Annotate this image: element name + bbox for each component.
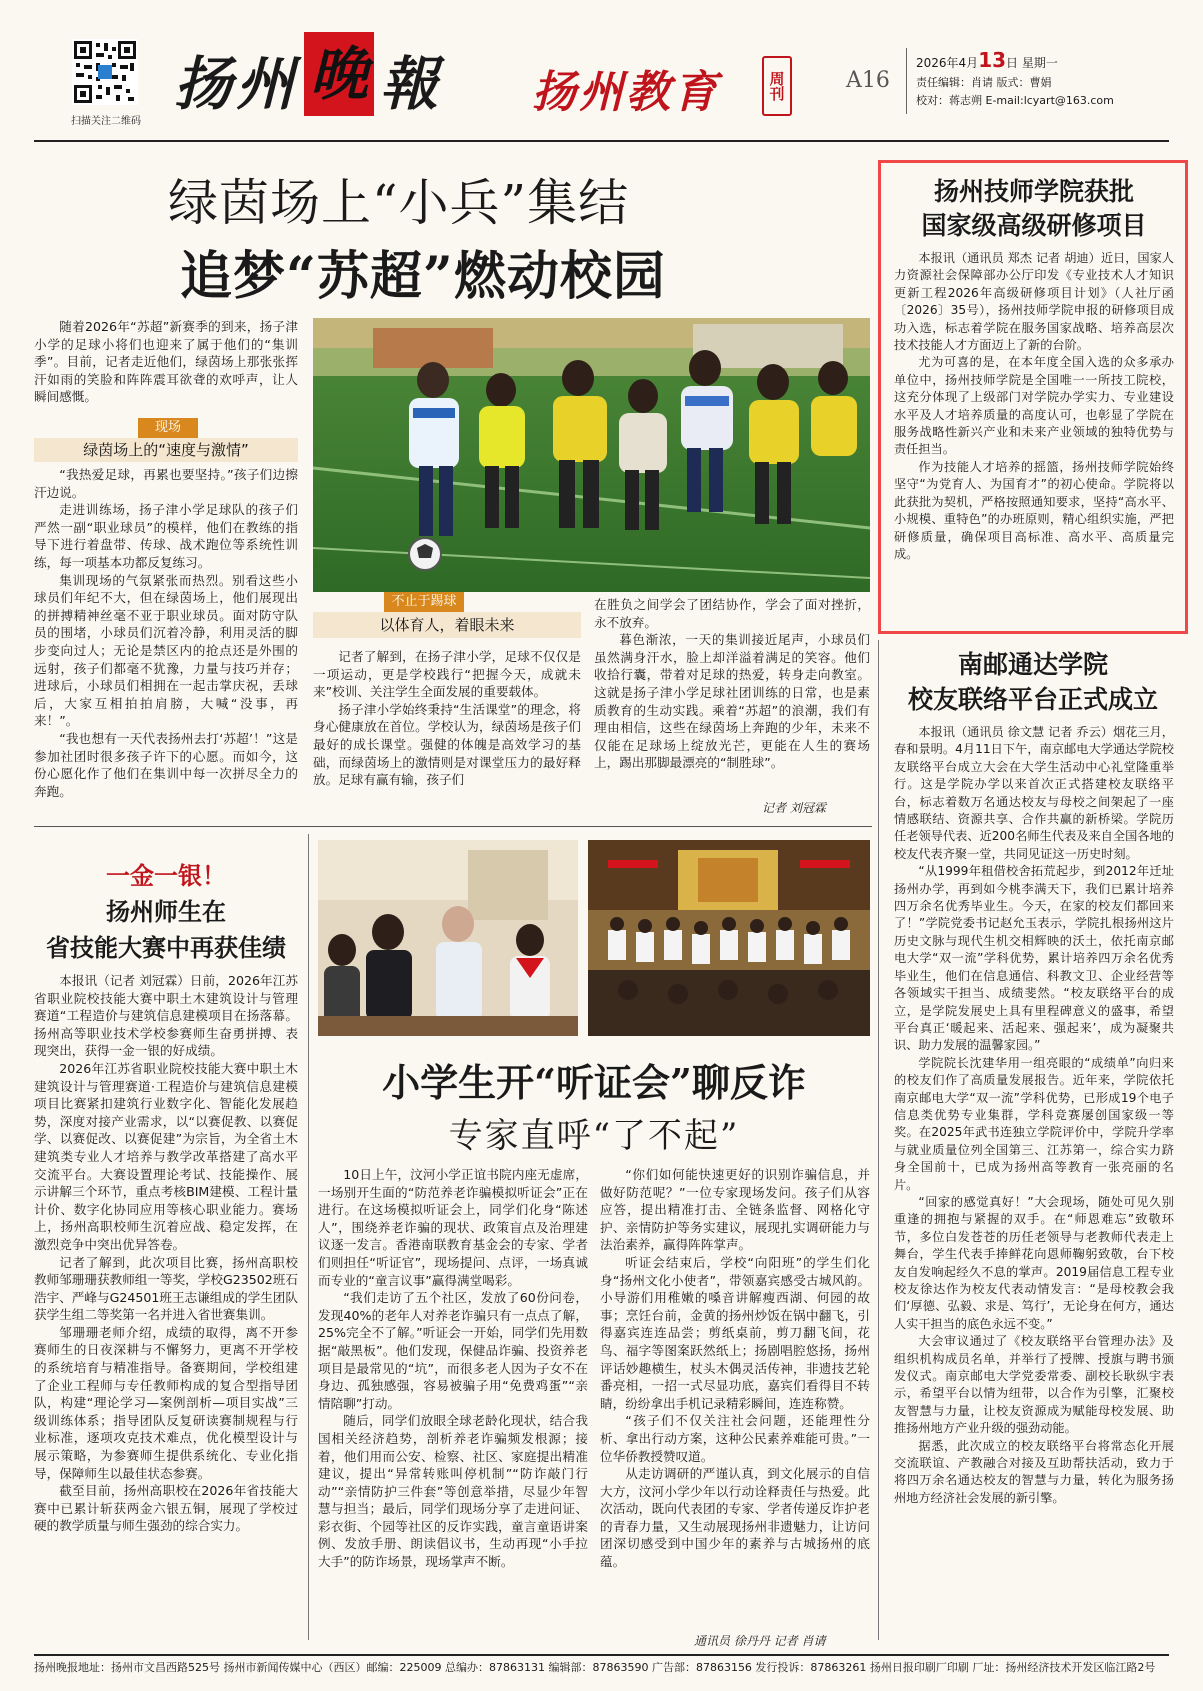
lead-title-line1: 绿茵场上“小兵”集结 [168,174,630,232]
brief2-body [894,724,1174,1507]
issue-date [916,48,1058,72]
lead-col1-p3: 集训现场的气氛紧张而热烈。别看这些小球员们年纪不大，但在绿茵场上，他们展现出的拼搏精神丝毫不亚于职业球员。面对防守队员的围堵，小球员们沉着冷静，利用灵活的脚步变向过人；无论是禁区内的抢点还是外围的远射，孩子们都毫不犹豫，力量与技巧并存；进球后，小球员们相拥在一起击掌庆祝，丢球后，大家互相拍拍肩膀，大喊“没事，再来！”。 [34,572,298,729]
masthead-rule [34,140,1169,142]
lead-title-line2: 追梦“苏超”燃动校园 [180,246,666,307]
brief2-title-line2: 校友联络平台正式成立 [907,685,1158,714]
page-number: A16 [846,68,890,93]
section-type-box [762,56,792,116]
date-prefix: 2026年4月 [916,56,979,70]
date-suffix: 日 星期一 [1006,56,1058,70]
left-column-divider [308,834,309,1640]
editor-line: 责任编辑：肖请 版式：曹娟 [916,76,1052,89]
lead-col2-p1: 记者了解到，在扬子津小学，足球不仅仅是一项运动，更是学校践行“把握今天，成就未来”校训、关注学生全面发展的重要载体。 [313,649,581,700]
article3-col1-body [318,1166,588,1571]
band-sports-education: 以体育人，着眼未来 [313,612,581,638]
paper-name-part3: 報 [380,50,439,118]
brief2-p3: 学院院长沈建华用一组亮眼的“成绩单”向归来的校友们作了高质量发展报告。近年来，学院依托南京邮电大学“双一流”学科优势，已形成19个电子信息类优势专业集群，学科竞赛屡创国家级一等奖。在2025年武书连独立学院评价中，学院升学率与就业质量位列全国第三、江苏第一，综合实力跻身全国前十，已成为扬州高等教育一张亮丽的名片。 [894,1055,1174,1192]
article2-title-line2: 省技能大赛中再获佳绩 [46,933,286,962]
article3-title-line2: 专家直呼“了不起” [448,1116,740,1156]
article3-col1-p3: 随后，同学们放眼全球老龄化现状，结合我国相关经济趋势，剖析养老诈骗频发根源；接着，他们用而公安、检察、社区、家庭提出精准建议，提出“异常转账叫停机制”“防诈敲门行动”“亲情防护三件套”等创意举措，尽显少年智慧与担当；最后，同学们现场分享了走进问证、彩衣街、个园等社区的反诈实践，童言童语讲案例、发放手册、朗读倡议书，生动再现“小手拉大手”的防诈场景，现场掌声不断。 [318,1413,588,1570]
lead-intro-text: 随着2026年“苏超”新赛季的到来，扬子津小学的足球小将们也迎来了属于他们的“集训季”。目前，记者走近他们，绿茵场上那张张挥汗如雨的笑脸和阵阵震耳欲聋的欢呼声，让人瞬间感慨。 [34,319,298,405]
article3-col2-body [600,1166,870,1571]
brief1-body [894,250,1174,563]
lead-col1-p2: 走进训练场，扬子津小学足球队的孩子们严然一副“职业球员”的模样，他们在教练的指导下进行着盘带、传球、战术跑位等系统性训练，每一项基本功都反复练习。 [34,502,298,570]
paper-name-part1: 扬州 [174,50,299,118]
brief1-title-line2: 国家级高级研修项目 [921,211,1147,240]
brief1-p1: 本报讯（通讯员 郑杰 记者 胡迪）近日，国家人力资源社会保障部办公厅印发《专业技术人才知识更新工程2026年高级研修项目计划》（人社厅函〔2026〕35号），扬州技师学院申报的研修项目成功入选，标志着学院在服务国家战略、培养高层次技术技能人才方面迈上了新的台阶。 [894,251,1174,353]
brief2-p6: 据悉，此次成立的校友联络平台将常态化开展交流联谊、产教融合对接及互助帮扶活动，致力于将四万余名通达校友的智慧与力量，转化为服务扬州地方经济社会发展的新引擎。 [894,1438,1174,1505]
qr-code-icon[interactable] [72,39,138,105]
paper-name [174,40,439,118]
lead-col3-continue: 在胜负之间学会了团结协作，学会了面对挫折，永不放弃。 [594,597,870,630]
paper-name-part2: 晚 [304,32,374,116]
lead-col2-body [313,648,581,789]
lead-col2-p2: 扬子津小学始终秉持“生活课堂”的理念，将身心健康放在首位。学校认为，绿茵场是孩子们最好的成长课堂。强健的体魄是高效学习的基础，而绿茵场上的激情则是对课堂压力的最好释放。足球有赢有输，孩子们 [313,701,581,788]
masthead [34,34,1169,134]
article3-col2-p2: 听证会结束后，学校“向阳班”的学生们化身“扬州文化小使者”，带领嘉宾感受古城风韵。小导游们用稚嫩的嗓音讲解瘦西湖、何园的故事；烹饪台前，金黄的扬州炒饭在锅中翻飞，引得嘉宾连连品尝；剪纸桌前，剪刀翻飞间，花鸟、福字等图案跃然纸上；扬剧唱腔悠扬，扬州评话妙趣横生，杖头木偶灵活传神，非遗技艺轮番亮相，一招一式尽显功底，嘉宾们看得目不转睛，纷纷拿出手机记录精彩瞬间，连连称赞。 [600,1254,870,1411]
brief2-p2: “从1999年租借校舍拓荒起步，到2012年迁址扬州办学，再到如今桃李满天下，我们已累计培养四万余名优秀毕业生。今天，在家的校友们都回来了！”学院党委书记赵允玉表示，学院扎根扬州这片历史文脉与现代生机交相辉映的沃土，依托南京邮电大学“双一流”学科优势，累计培养四万余名优秀毕业生，他们在信息通信、科教文卫、企业经营等各领域实干担当、成绩斐然。“校友联络平台的成立，是学院发展史上具有里程碑意义的盛事，希望平台真正‘暖起来、活起来、强起来’，成为凝聚共识、助力发展的温馨家园。” [894,864,1174,1053]
brief1-p2: 尤为可喜的是，在本年度全国入选的众多承办单位中，扬州技师学院是全国唯一一所技工院校，这充分体现了上级部门对学院办学实力、专业建设水平及人才培养质量的高度认可，也彰显了学院在服务战略性新兴产业和未来产业领域的独特优势与责任担当。 [894,355,1174,457]
date-day: 13 [978,48,1007,72]
brief2-p1: 本报讯（通讯员 徐文慧 记者 乔云）烟花三月，春和景明。4月11日下午，南京邮电大学通达学院校友联络平台成立大会在大学生活动中心礼堂隆重举行。这是学院办学以来首次正式搭建校友联络平台，标志着数万名通达校友与母校之间架起了一座情感联结、资源共享、合作共赢的新桥梁。学院历任老领导代表、近200名师生代表及来自全国各地的校友代表齐聚一堂，共同见证这一历史时刻。 [894,725,1174,861]
tag-beyond-football: 不止于踢球 [384,592,464,612]
section-type: 周刊 [767,71,786,101]
article2-title-line1: 扬州师生在 [106,897,226,926]
article3-col1-p1: 10日上午，汶河小学正谊书院内座无虚席，一场别开生面的“防范养老诈骗模拟听证会”正在进行。在这场模拟听证会上，同学们化身“陈述人”，围绕养老诈骗的现状、政策盲点及治理建议逐一发言。香港南联教育基金会的专家、学者们则担任“听证官”，现场提问、点评，一场真诚而专业的“童言议事”赢得满堂喝彩。 [318,1167,588,1288]
hearing-photo-left [318,840,578,1036]
qr-caption: 扫描关注二维码 [71,116,141,127]
brief2-p5: 大会审议通过了《校友联络平台管理办法》及组织机构成员名单，并举行了授牌、授旗与聘书颁发仪式。南京邮电大学党委常委、副校长耿纵宇表示，希望平台以情为纽带，以合作为引擎，汇聚校友智慧与力量，让校友资源成为赋能母校发展、助推扬州地方产业升级的强劲动能。 [894,1334,1174,1436]
article3-title-line1: 小学生开“听证会”聊反诈 [382,1060,806,1105]
lead-col1-body [34,466,298,800]
article2-p5: 截至目前，扬州高职校在2026年省技能大赛中已累计斩获两金六银五铜，展现了学校过硬的教学质量与师生强劲的综合实力。 [34,1483,298,1534]
lead-col1-p4: “我也想有一天代表扬州去打‘苏超’！”这是参加社团时很多孩子许下的心愿。而如今，这份心愿化作了他们在集训中每一次拼尽全力的奔跑。 [34,730,298,799]
article2-p1: 本报讯（记者 刘冠霖）日前，2026年江苏省职业院校技能大赛中职土木建筑设计与管理赛道“工程造价与建筑信息建模项目在扬落幕。扬州高等职业技术学校参赛师生奋勇拼搏、表现突出，获得一金一银的好成绩。 [34,973,298,1059]
section-name: 扬州教育 [532,67,720,118]
hearing-photo-right [588,840,870,1036]
band-speed-passion: 绿茵场上的“速度与激情” [34,438,298,462]
masthead-divider [906,48,907,114]
tag-scene: 现场 [138,418,198,438]
football-training-photo [313,318,870,592]
right-column-divider [878,640,879,1640]
lead-col3-body [594,596,870,772]
article2-p3: 记者了解到，此次项目比赛，扬州高职校教师邹珊珊获教师组一等奖，学校G23502班石浩宇、严峰与G24501班王志谦组成的学生团队获学生组二等奖第一名并进入省世赛集训。 [34,1254,298,1323]
article3-col2-p3: “孩子们不仅关注社会问题，还能理性分析、拿出行动方案，这种公民素养难能可贵。”一位华侨教授赞叹道。 [600,1413,870,1464]
lead-intro [34,318,298,406]
lead-bottom-rule [34,826,872,827]
brief1-p3: 作为技能人才培养的摇篮，扬州技师学院始终坚守“为党育人、为国育才”的初心使命。学院将以此获批为契机，严格按照通知要求，坚持“高水平、小规模、重特色”的办班原则，精心组织实施，严把研修质量，确保项目高标准、高水平、高质量完成。 [894,459,1174,561]
brief1-title-line1: 扬州技师学院获批 [933,177,1134,206]
lead-col1-p1: “我热爱足球，再累也要坚持。”孩子们边擦汗边说。 [34,467,298,500]
article2-p4: 邹珊珊老师介绍，成绩的取得，离不开参赛师生的日夜深耕与不懈努力，更离不开学校的系统培育与精准指导。备赛期间，学校组建了企业工程师与专任教师构成的复合型指导团队，构建“理论学习—案例剖析—项目实战”三级训练体系；指导团队反复研读赛制规程与行业标准，逐项攻克技术难点，优化模型设计与展示策略，为参赛师生提供系统化、专业化指导，保障师生以最佳状态参赛。 [34,1324,298,1481]
article2-kicker: 一金一银！ [106,861,226,890]
proofreader-line: 校对：蒋志朔 E-mail:lcyart@163.com [916,94,1114,107]
article3-col1-p2: “我们走访了五个社区，发放了60份问卷，发现40%的老年人对养老诈骗只有一点点了解，25%完全不了解。”听证会一开始，同学们先用数据“敲黑板”。他们发现，保健品诈骗、投资养老项目是最常见的“坑”，而很多老人因为子女不在身边、孤独感强，容易被骗子用“免费鸡蛋”“亲情陪聊”打动。 [318,1290,588,1411]
article3-col2-p4: 从走访调研的严谨认真，到文化展示的自信大方，汶河小学少年以行动诠释责任与热爱。此次活动，既向代表团的专家、学者传递反诈护老的青春力量，又生动展现扬州非遗魅力，让访问团深切感受到中国少年的素养与古城扬州的底蕴。 [600,1466,870,1570]
article3-col2-p1: “你们如何能快速更好的识别诈骗信息，并做好防范呢？”一位专家现场发问。孩子们从容应答，提出精准打击、全链条监督、网格化守护、亲情防护等务实建议，展现扎实调研能力与法治素养，赢得阵阵掌声。 [600,1167,870,1253]
footer-info: 扬州晚报地址：扬州市文昌西路525号 扬州市新闻传媒中心（西区）邮编：225009 总编办：87863131 编辑部：87863590 广告部：87863156 发行投诉：87863261 扬州日报印刷厂印刷 厂址：扬州经济技术开发区临江路2号 [34,1661,1156,1674]
brief2-title-line1: 南邮通达学院 [957,650,1108,679]
lead-byline: 记者 刘冠霖 [762,801,826,815]
lead-col3-p1: 暮色渐浓，一天的集训接近尾声，小球员们虽然满身汗水，脸上却洋溢着满足的笑容。他们收拾行囊，带着对足球的热爱，转身走向教室。这就是扬子津小学足球社团训练的日常，也是素质教育的生动实践。乘着“苏超”的浪潮，我们有理由相信，这些在绿茵场上奔跑的少年，未来不仅能在足球场上绽放光芒，更能在人生的赛场上，踢出那脚最漂亮的“制胜球”。 [594,632,870,771]
article2-p2: 2026年江苏省职业院校技能大赛中职土木建筑设计与管理赛道·工程造价与建筑信息建模项目比赛紧扣建筑行业数字化、智能化发展趋势，深度对接产业需求，以“以赛促教、以赛促学、以赛促改、以赛促建”为宗旨，为全省土木建筑类专业人才培养与教学改革搭建了高水平交流平台。大赛设置理论考试、技能操作、展示讲解三个环节，重点考核BIM建模、工程计量计价、数字化协同应用等核心职业能力。赛场上，扬州高职校师生沉着应战、稳定发挥，在激烈竞争中突出优异答卷。 [34,1060,298,1252]
article3-byline: 通讯员 徐丹丹 记者 肖请 [694,1634,826,1648]
brief2-p4: “回家的感觉真好！”大会现场，随处可见久别重逢的拥抱与紧握的双手。在“师恩难忘”致敬环节，多位白发苍苍的历任老领导与老教师代表走上舞台，学生代表手捧鲜花向恩师鞠躬致敬，台下校友自发响起经久不息的掌声。2019届信息工程专业校友徐达作为校友代表动情发言：“是母校教会我们‘厚德、弘毅、求是、笃行’，无论身在何方，通达人实干担当的底色永远不变。” [894,1194,1174,1331]
article2-body [34,972,298,1535]
footer-rule [34,1654,1169,1656]
